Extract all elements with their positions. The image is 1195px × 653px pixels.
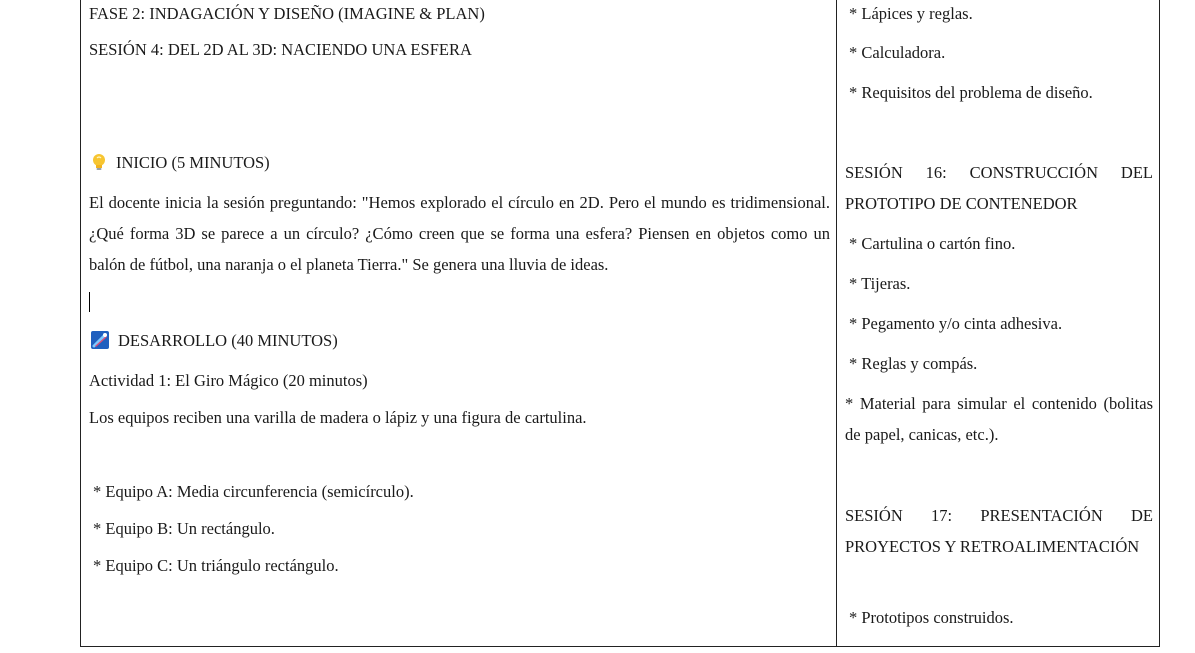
text-cursor <box>89 292 90 312</box>
desarrollo-heading-row <box>91 330 338 355</box>
list-item: * Pegamento y/o cinta adhesiva. <box>849 314 1063 333</box>
desarrollo-heading: DESARROLLO (40 MINUTOS) <box>118 331 338 350</box>
activity-description: Los equipos reciben una varilla de madera o lápiz y una figura de cartulina. <box>89 408 587 427</box>
list-item: * Prototipos construidos. <box>849 608 1014 627</box>
inicio-heading: INICIO (5 MINUTOS) <box>116 153 270 172</box>
inicio-heading-row <box>91 152 270 177</box>
list-item: * Cartulina o cartón fino. <box>849 234 1016 253</box>
list-item: * Equipo C: Un triángulo rectángulo. <box>93 556 339 575</box>
list-item: * Tijeras. <box>849 274 911 293</box>
activity-title: Actividad 1: El Giro Mágico (20 minutos) <box>89 371 368 390</box>
lightbulb-icon <box>91 153 107 177</box>
session16-title: SESIÓN 16: CONSTRUCCIÓN DEL PROTOTIPO DE CONTENEDOR <box>845 163 1153 213</box>
list-item: * Equipo B: Un rectángulo. <box>93 519 275 538</box>
list-item: * Reglas y compás. <box>849 354 978 373</box>
list-item: * Calculadora. <box>849 43 946 62</box>
session-heading: SESIÓN 4: DEL 2D AL 3D: NACIENDO UNA ESFERA <box>89 40 472 59</box>
list-item: * Equipo A: Media circunferencia (semicírculo). <box>93 482 414 501</box>
phase-heading: FASE 2: INDAGACIÓN Y DISEÑO (IMAGINE & PLAN) <box>89 4 485 23</box>
inicio-paragraph: El docente inicia la sesión preguntando: "Hemos explorado el círculo en 2D. Pero el mundo es tridimensional. ¿Qué forma 3D se parece a un círculo? ¿Cómo creen que se forma una esfera? Piensen en objetos como un balón de fútbol, una naranja o el planeta Tierra." Se genera una lluvia de ideas. <box>89 193 830 274</box>
comet-icon <box>91 331 109 355</box>
column-divider <box>836 0 837 647</box>
list-item: * Material para simular el contenido (bolitas de papel, canicas, etc.). <box>845 394 1153 444</box>
list-item: * Requisitos del problema de diseño. <box>849 83 1093 102</box>
list-item: * Lápices y reglas. <box>849 4 973 23</box>
session17-title: SESIÓN 17: PRESENTACIÓN DE PROYECTOS Y RETROALIMENTACIÓN <box>845 506 1153 556</box>
